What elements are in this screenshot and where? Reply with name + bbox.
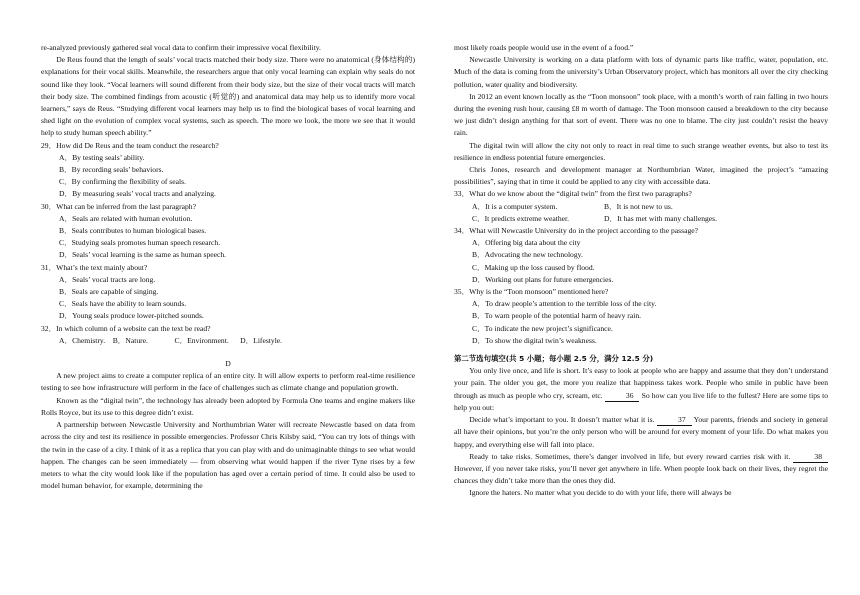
right-column [454, 42, 828, 500]
cloze-text-2b: Your parents, friends and society in general all have their opinions, but you’re the only person who will be around for every moment of your life. Do what makes you happy, and everything else will fall into place. [454, 415, 828, 449]
section-heading-d: D [225, 359, 231, 369]
q33-option-c: C．It predicts extreme weather. [472, 213, 569, 223]
cloze-paragraph-4: Ignore the haters. No matter what you decide to do with your life, there will always be [469, 488, 732, 498]
q31-option-b: B．Seals are capable of singing. [59, 287, 159, 297]
cloze-text-3a: Ready to take risks. Sometimes, there’s danger involved in life, but every reward carries risk with it. [469, 451, 794, 461]
question-32: 32．In which column of a website can the text be read? [41, 323, 211, 333]
q34-option-b: B．Advocating the new technology. [472, 250, 583, 260]
dereus-paragraph: De Reus found that the length of seals’ vocal tracts matched their body size. There were no anatomical (身体结构的) explanations for their vocal skills. Meanwhile, the researchers argue that only vocal learning can explain why seals do not sound like they look. “Vocal learners will sound different from their body size, but the size of their vocal tracts will match their body size. The combined findings from acoustic (听觉的) and anatomical data may help us to identify more vocal learners,” says de Reus. “Studying different vocal learners may help us to find the biological bases of vocal learning and shed light on the evolution of complex vocal systems, such as speech. The more we look, the more we see that it would help to study human speech ability.” [41, 55, 415, 138]
cloze-paragraph-2 [454, 414, 828, 451]
q31-option-a: A．Seals’ vocal tracts are long. [59, 274, 156, 284]
q30-option-b: B．Seals contributes to human biological bases. [59, 226, 207, 236]
q32-options: A．Chemistry. B．Nature. C．Environment. D．Lifestyle. [59, 335, 283, 345]
q34-option-c: C．Making up the loss caused by flood. [472, 262, 595, 272]
passage-d-paragraph-3: A partnership between Newcastle University and Northumbrian Water will recreate Newcastle based on data from across the city and test its resilience in possible emergencies. Professor Chris Kilsby said, “You can try lots of things with the twin in the case of a city. I think of it as a replica that you can play with and do unimaginable things to see what would happen. The changes can be seen immediately — from observing what would happen if the river Tyne rises by a few meters to what the city would look like if the population has aged over a certain period of time. It could also be used to model human behavior, for example, determining the [41, 420, 415, 491]
q33-option-a: A．It is a computer system. [472, 201, 558, 211]
q35-option-b: B．To warn people of the potential harm of heavy rain. [472, 311, 642, 321]
q30-option-a: A．Seals are related with human evolution. [59, 213, 193, 223]
blank-37: 37 [657, 415, 692, 426]
q35-option-c: C．To indicate the new project’s significance. [472, 323, 613, 333]
q30-option-d: D．Seals’ vocal learning is the same as human speech. [59, 250, 227, 260]
q29-option-c: C．By confirming the flexibility of seals. [59, 177, 186, 187]
cloze-text-3b: However, if you never take risks, you’ll never get anywhere in life. When people look back on their lives, they regret the chances they didn’t take more than the ones they did. [454, 463, 828, 486]
cloze-text-2a: Decide what’s important to you. It doesn’t matter what it is. [469, 415, 657, 425]
q29-option-b: B．By recording seals’ behaviors. [59, 165, 164, 175]
passage-d-paragraph-7: Chris Jones, research and development manager at Northumbrian Water, imagined the project’s “amazing possibilities”, saying that in time it could be applied to any city with accessible data. [454, 165, 828, 187]
question-33: 33．What do we know about the “digital twin” from the first two paragraphs? [454, 189, 692, 199]
question-35: 35．Why is the “Toon monsoon” mentioned here? [454, 287, 609, 297]
q33-options-row-1 [454, 201, 828, 213]
q34-option-a: A．Offering big data about the city [472, 238, 581, 248]
q31-option-d: D．Young seals produce lower-pitched sounds. [59, 311, 204, 321]
q33-option-b: B．It is not new to us. [604, 201, 673, 211]
passage-d-paragraph-6: The digital twin will allow the city not only to react in real time to such strange weather events, but also to test its resilience in endless potential future emergencies. [454, 140, 828, 162]
passage-d-paragraph-1: A new project aims to create a computer replica of an entire city. It will allow experts to perform real-time resilience testing to see how infrastructure will perform in the face of challenges such as climate change and population growth. [41, 371, 415, 393]
cloze-paragraph-1 [454, 365, 828, 414]
q35-option-d: D．To show the digital twin’s weakness. [472, 335, 597, 345]
q30-option-c: C．Studying seals promotes human speech research. [59, 238, 221, 248]
blank-38: 38 [793, 452, 828, 463]
q34-option-d: D．Working out plans for future emergencies. [472, 274, 614, 284]
left-column [41, 42, 415, 492]
question-29: 29．How did De Reus and the team conduct the research? [41, 140, 219, 150]
question-30: 30．What can be inferred from the last paragraph? [41, 201, 196, 211]
passage-d-paragraph-5: In 2012 an event known locally as the “Toon monsoon” took place, with a month’s worth of rain falling in two hours during the evening rush hour, causing £8 m worth of damage. The Toon monsoon caused a breakdown to the city because we just didn’t design anything for that sort of event. There was no one to blame. The city just couldn’t resist the heavy rain. [454, 91, 828, 138]
question-34: 34．What will Newcastle University do in the project according to the passage? [454, 226, 698, 236]
continued-paragraph: most likely roads people would use in the event of a food.” [454, 43, 634, 52]
passage-d-paragraph-4: Newcastle University is working on a data platform with lots of dynamic parts like traffic, water, population, etc. Much of the data is coming from the university’s Urban Observatory project, which has monitors all over the city checking pollution, water quality and biodiversity. [454, 55, 828, 89]
q33-options-row-2 [454, 213, 828, 225]
blank-36: 36 [605, 391, 640, 402]
passage-d-paragraph-2: Known as the “digital twin”, the technology has already been adopted by Formula One teams and engine makers like Rolls Royce, but its use to this degree didn’t exist. [41, 395, 415, 417]
cloze-text-1b: So how can you live life to the fullest? Here are some tips to help you out: [454, 390, 828, 412]
cloze-text-1a: You only live once, and life is short. It’s easy to look at people who are happy and assume that they don’t understand your pain. The older you get, the more you realize that happiness takes work. People who smile in public have been through as much as people who cry, scream, etc. [454, 366, 828, 400]
q29-option-d: D．By measuring seals’ vocal tracts and analyzing. [59, 189, 216, 199]
cloze-paragraph-3 [454, 451, 828, 488]
q29-option-a: A．By testing seals’ ability. [59, 152, 145, 162]
intro-paragraph: re-analyzed previously gathered seal vocal data to confirm their impressive vocal flexibility. [41, 43, 321, 52]
question-31: 31．What’s the text mainly about? [41, 262, 148, 272]
section-title: 第二节选句填空(共 5 小题；每小题 2.5 分，满分 12.5 分) [454, 354, 654, 364]
q35-option-a: A．To draw people’s attention to the terrible loss of the city. [472, 299, 657, 309]
q31-option-c: C．Seals have the ability to learn sounds. [59, 299, 187, 309]
q33-option-d: D．It has met with many challenges. [604, 213, 718, 223]
